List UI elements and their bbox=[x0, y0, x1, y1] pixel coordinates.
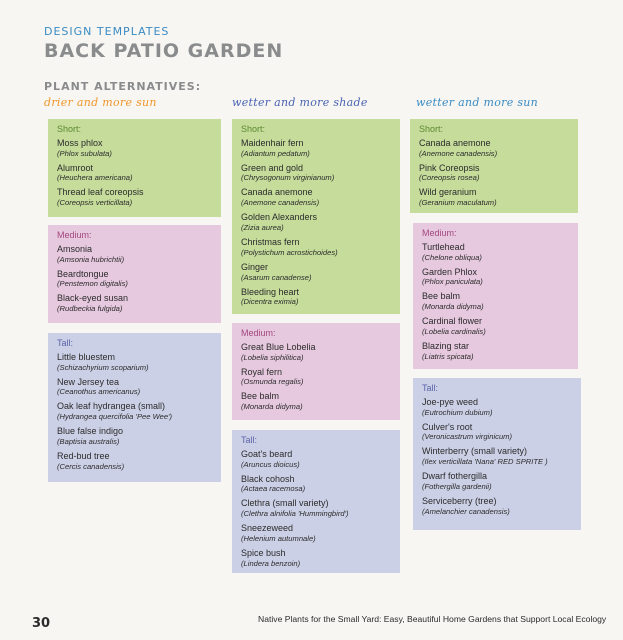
plant-latin-name: (Coreopsis rosea) bbox=[419, 173, 480, 183]
list-item bbox=[57, 352, 213, 372]
list-item bbox=[241, 391, 392, 411]
list-item bbox=[419, 187, 570, 207]
plant-latin-name: (Chrysogonum virginianum) bbox=[241, 173, 335, 183]
list-item bbox=[422, 242, 570, 262]
list-item bbox=[241, 474, 392, 494]
book-title-footer: Native Plants for the Small Yard: Easy, Beautiful Home Gardens that Support Local Ecology bbox=[258, 614, 607, 624]
list-item bbox=[422, 471, 573, 491]
plant-common-name: Culver's root bbox=[422, 421, 473, 432]
plant-latin-name: (Anemone canadensis) bbox=[419, 148, 498, 158]
list-item bbox=[422, 341, 570, 361]
list-item bbox=[57, 377, 213, 397]
plant-common-name: Royal fern bbox=[241, 366, 283, 377]
list-item bbox=[57, 138, 213, 158]
plant-common-name: Maidenhair fern bbox=[241, 137, 304, 148]
list-item bbox=[57, 401, 213, 421]
list-item bbox=[57, 451, 213, 471]
plant-latin-name: (Ilex verticillata 'Nana' RED SPRITE ) bbox=[422, 457, 548, 467]
plant-group-short bbox=[410, 119, 578, 213]
plant-latin-name: (Lobelia cardinalis) bbox=[422, 326, 486, 336]
list-item bbox=[419, 163, 570, 183]
plant-common-name: Bee balm bbox=[241, 391, 280, 402]
plant-common-name: Garden Phlox bbox=[422, 266, 478, 277]
list-item bbox=[241, 342, 392, 362]
column-heading-wetter-sun: wetter and more sun bbox=[416, 96, 539, 109]
list-item bbox=[241, 187, 392, 207]
list-item bbox=[419, 138, 570, 158]
plant-latin-name: (Anemone canadensis) bbox=[241, 198, 320, 208]
plant-common-name: Black cohosh bbox=[241, 473, 295, 484]
list-item bbox=[241, 138, 392, 158]
list-item bbox=[57, 426, 213, 446]
group-label: Short: bbox=[241, 124, 266, 134]
plant-latin-name: (Liatris spicata) bbox=[422, 351, 474, 361]
plant-latin-name: (Helenium autumnale) bbox=[241, 533, 316, 543]
list-item bbox=[422, 446, 573, 466]
plant-common-name: Canada anemone bbox=[419, 137, 491, 148]
group-label: Medium: bbox=[57, 230, 92, 240]
list-item bbox=[422, 397, 573, 417]
plant-common-name: Great Blue Lobelia bbox=[241, 341, 316, 352]
plant-common-name: Blue false indigo bbox=[57, 426, 124, 437]
plant-common-name: Clethra (small variety) bbox=[241, 498, 329, 509]
plant-alternatives-heading: PLANT ALTERNATIVES: bbox=[44, 80, 202, 93]
plant-group-medium bbox=[413, 223, 578, 369]
plant-common-name: Pink Coreopsis bbox=[419, 162, 480, 173]
plant-common-name: Bee balm bbox=[422, 291, 461, 302]
plant-latin-name: (Heuchera americana) bbox=[57, 173, 133, 183]
column-heading-wetter-shade: wetter and more shade bbox=[232, 96, 368, 109]
plant-common-name: Bleeding heart bbox=[241, 286, 300, 297]
plant-common-name: Dwarf fothergilla bbox=[422, 471, 488, 482]
plant-latin-name: (Lindera benzoin) bbox=[241, 558, 301, 568]
plant-common-name: Turtlehead bbox=[422, 241, 465, 252]
plant-common-name: Christmas fern bbox=[241, 236, 300, 247]
plant-latin-name: (Geranium maculatum) bbox=[419, 198, 497, 208]
plant-common-name: Canada anemone bbox=[241, 187, 313, 198]
plant-latin-name: (Phlox subulata) bbox=[57, 148, 112, 158]
plant-latin-name: (Chelone obliqua) bbox=[422, 252, 482, 262]
list-item bbox=[241, 287, 392, 307]
list-item bbox=[241, 367, 392, 387]
group-label: Medium: bbox=[241, 328, 276, 338]
group-label: Short: bbox=[419, 124, 444, 134]
group-label: Medium: bbox=[422, 228, 457, 238]
plant-common-name: Goat's beard bbox=[241, 448, 293, 459]
list-item bbox=[57, 163, 213, 183]
plant-common-name: Blazing star bbox=[422, 340, 470, 351]
plant-latin-name: (Osmunda regalis) bbox=[241, 377, 304, 387]
group-label: Short: bbox=[57, 124, 82, 134]
column-heading-drier-sun: drier and more sun bbox=[44, 96, 157, 109]
list-item bbox=[57, 269, 213, 289]
plant-common-name: Green and gold bbox=[241, 162, 304, 173]
page-number: 30 bbox=[32, 616, 51, 631]
plant-common-name: Golden Alexanders bbox=[241, 212, 318, 223]
list-item bbox=[241, 163, 392, 183]
plant-common-name: Black-eyed susan bbox=[57, 293, 129, 304]
list-item bbox=[241, 262, 392, 282]
plant-group-tall bbox=[48, 333, 221, 482]
plant-latin-name: (Lobelia siphilitica) bbox=[241, 352, 304, 362]
list-item bbox=[422, 496, 573, 516]
plant-latin-name: (Phlox paniculata) bbox=[422, 277, 483, 287]
plant-group-tall bbox=[232, 430, 400, 573]
plant-latin-name: (Adiantum pedatum) bbox=[241, 148, 310, 158]
plant-common-name: Cardinal flower bbox=[422, 316, 483, 327]
plant-latin-name: (Monarda didyma) bbox=[422, 302, 484, 312]
plant-common-name: Ginger bbox=[241, 261, 269, 272]
plant-latin-name: (Asarum canadense) bbox=[241, 272, 312, 282]
group-label: Tall: bbox=[241, 435, 258, 445]
list-item bbox=[241, 449, 392, 469]
plant-latin-name: (Eutrochium dubium) bbox=[422, 407, 493, 417]
list-item bbox=[241, 237, 392, 257]
group-label: Tall: bbox=[57, 338, 74, 348]
plant-common-name: New Jersey tea bbox=[57, 376, 120, 387]
plant-latin-name: (Baptisia australis) bbox=[57, 436, 120, 446]
plant-latin-name: (Dicentra eximia) bbox=[241, 297, 299, 307]
plant-group-short bbox=[48, 119, 221, 217]
plant-common-name: Amsonia bbox=[57, 243, 93, 254]
plant-group-medium bbox=[48, 225, 221, 323]
plant-latin-name: (Polystichum acrostichoides) bbox=[241, 247, 338, 257]
page-title: BACK PATIO GARDEN bbox=[44, 40, 284, 62]
plant-group-short bbox=[232, 119, 400, 314]
section-kicker: DESIGN TEMPLATES bbox=[44, 25, 170, 38]
plant-common-name: Red-bud tree bbox=[57, 450, 110, 461]
plant-latin-name: (Ceanothus americanus) bbox=[57, 387, 141, 397]
plant-group-tall bbox=[413, 378, 581, 530]
list-item bbox=[422, 291, 570, 311]
plant-latin-name: (Rudbeckia fulgida) bbox=[57, 304, 123, 314]
plant-common-name: Oak leaf hydrangea (small) bbox=[57, 401, 166, 412]
plant-latin-name: (Aruncus dioicus) bbox=[241, 459, 300, 469]
plant-common-name: Wild geranium bbox=[419, 187, 477, 198]
plant-latin-name: (Actaea racemosa) bbox=[241, 484, 306, 494]
plant-common-name: Thread leaf coreopsis bbox=[57, 187, 144, 198]
group-label: Tall: bbox=[422, 383, 439, 393]
plant-latin-name: (Schizachyrium scoparium) bbox=[57, 362, 149, 372]
list-item bbox=[422, 422, 573, 442]
plant-latin-name: (Amsonia hubrichtii) bbox=[57, 254, 125, 264]
list-item bbox=[422, 267, 570, 287]
plant-common-name: Winterberry (small variety) bbox=[422, 446, 528, 457]
list-item bbox=[241, 548, 392, 568]
list-item bbox=[241, 498, 392, 518]
plant-group-medium bbox=[232, 323, 400, 420]
list-item bbox=[57, 244, 213, 264]
plant-common-name: Beardtongue bbox=[57, 268, 109, 279]
plant-latin-name: (Fothergilla gardenii) bbox=[422, 481, 492, 491]
plant-common-name: Little bluestem bbox=[57, 351, 116, 362]
list-item bbox=[422, 316, 570, 336]
plant-latin-name: (Penstemon digitalis) bbox=[57, 279, 128, 289]
plant-common-name: Serviceberry (tree) bbox=[422, 495, 497, 506]
plant-common-name: Moss phlox bbox=[57, 137, 103, 148]
plant-common-name: Joe-pye weed bbox=[422, 396, 479, 407]
list-item bbox=[241, 523, 392, 543]
list-item bbox=[241, 212, 392, 232]
plant-latin-name: (Hydrangea quercifolia 'Pee Wee') bbox=[57, 412, 173, 422]
plant-common-name: Sneezeweed bbox=[241, 523, 294, 534]
list-item bbox=[57, 187, 213, 207]
plant-common-name: Spice bush bbox=[241, 547, 286, 558]
plant-latin-name: (Veronicastrum virginicum) bbox=[422, 432, 513, 442]
plant-latin-name: (Amelanchier canadensis) bbox=[422, 506, 510, 516]
plant-latin-name: (Cercis canadensis) bbox=[57, 461, 125, 471]
list-item bbox=[57, 293, 213, 313]
plant-latin-name: (Zizia aurea) bbox=[241, 222, 284, 232]
plant-common-name: Alumroot bbox=[57, 162, 94, 173]
plant-latin-name: (Monarda didyma) bbox=[241, 402, 303, 412]
plant-latin-name: (Coreopsis verticillata) bbox=[57, 198, 133, 208]
plant-latin-name: (Clethra alnifolia 'Hummingbird') bbox=[241, 509, 349, 519]
